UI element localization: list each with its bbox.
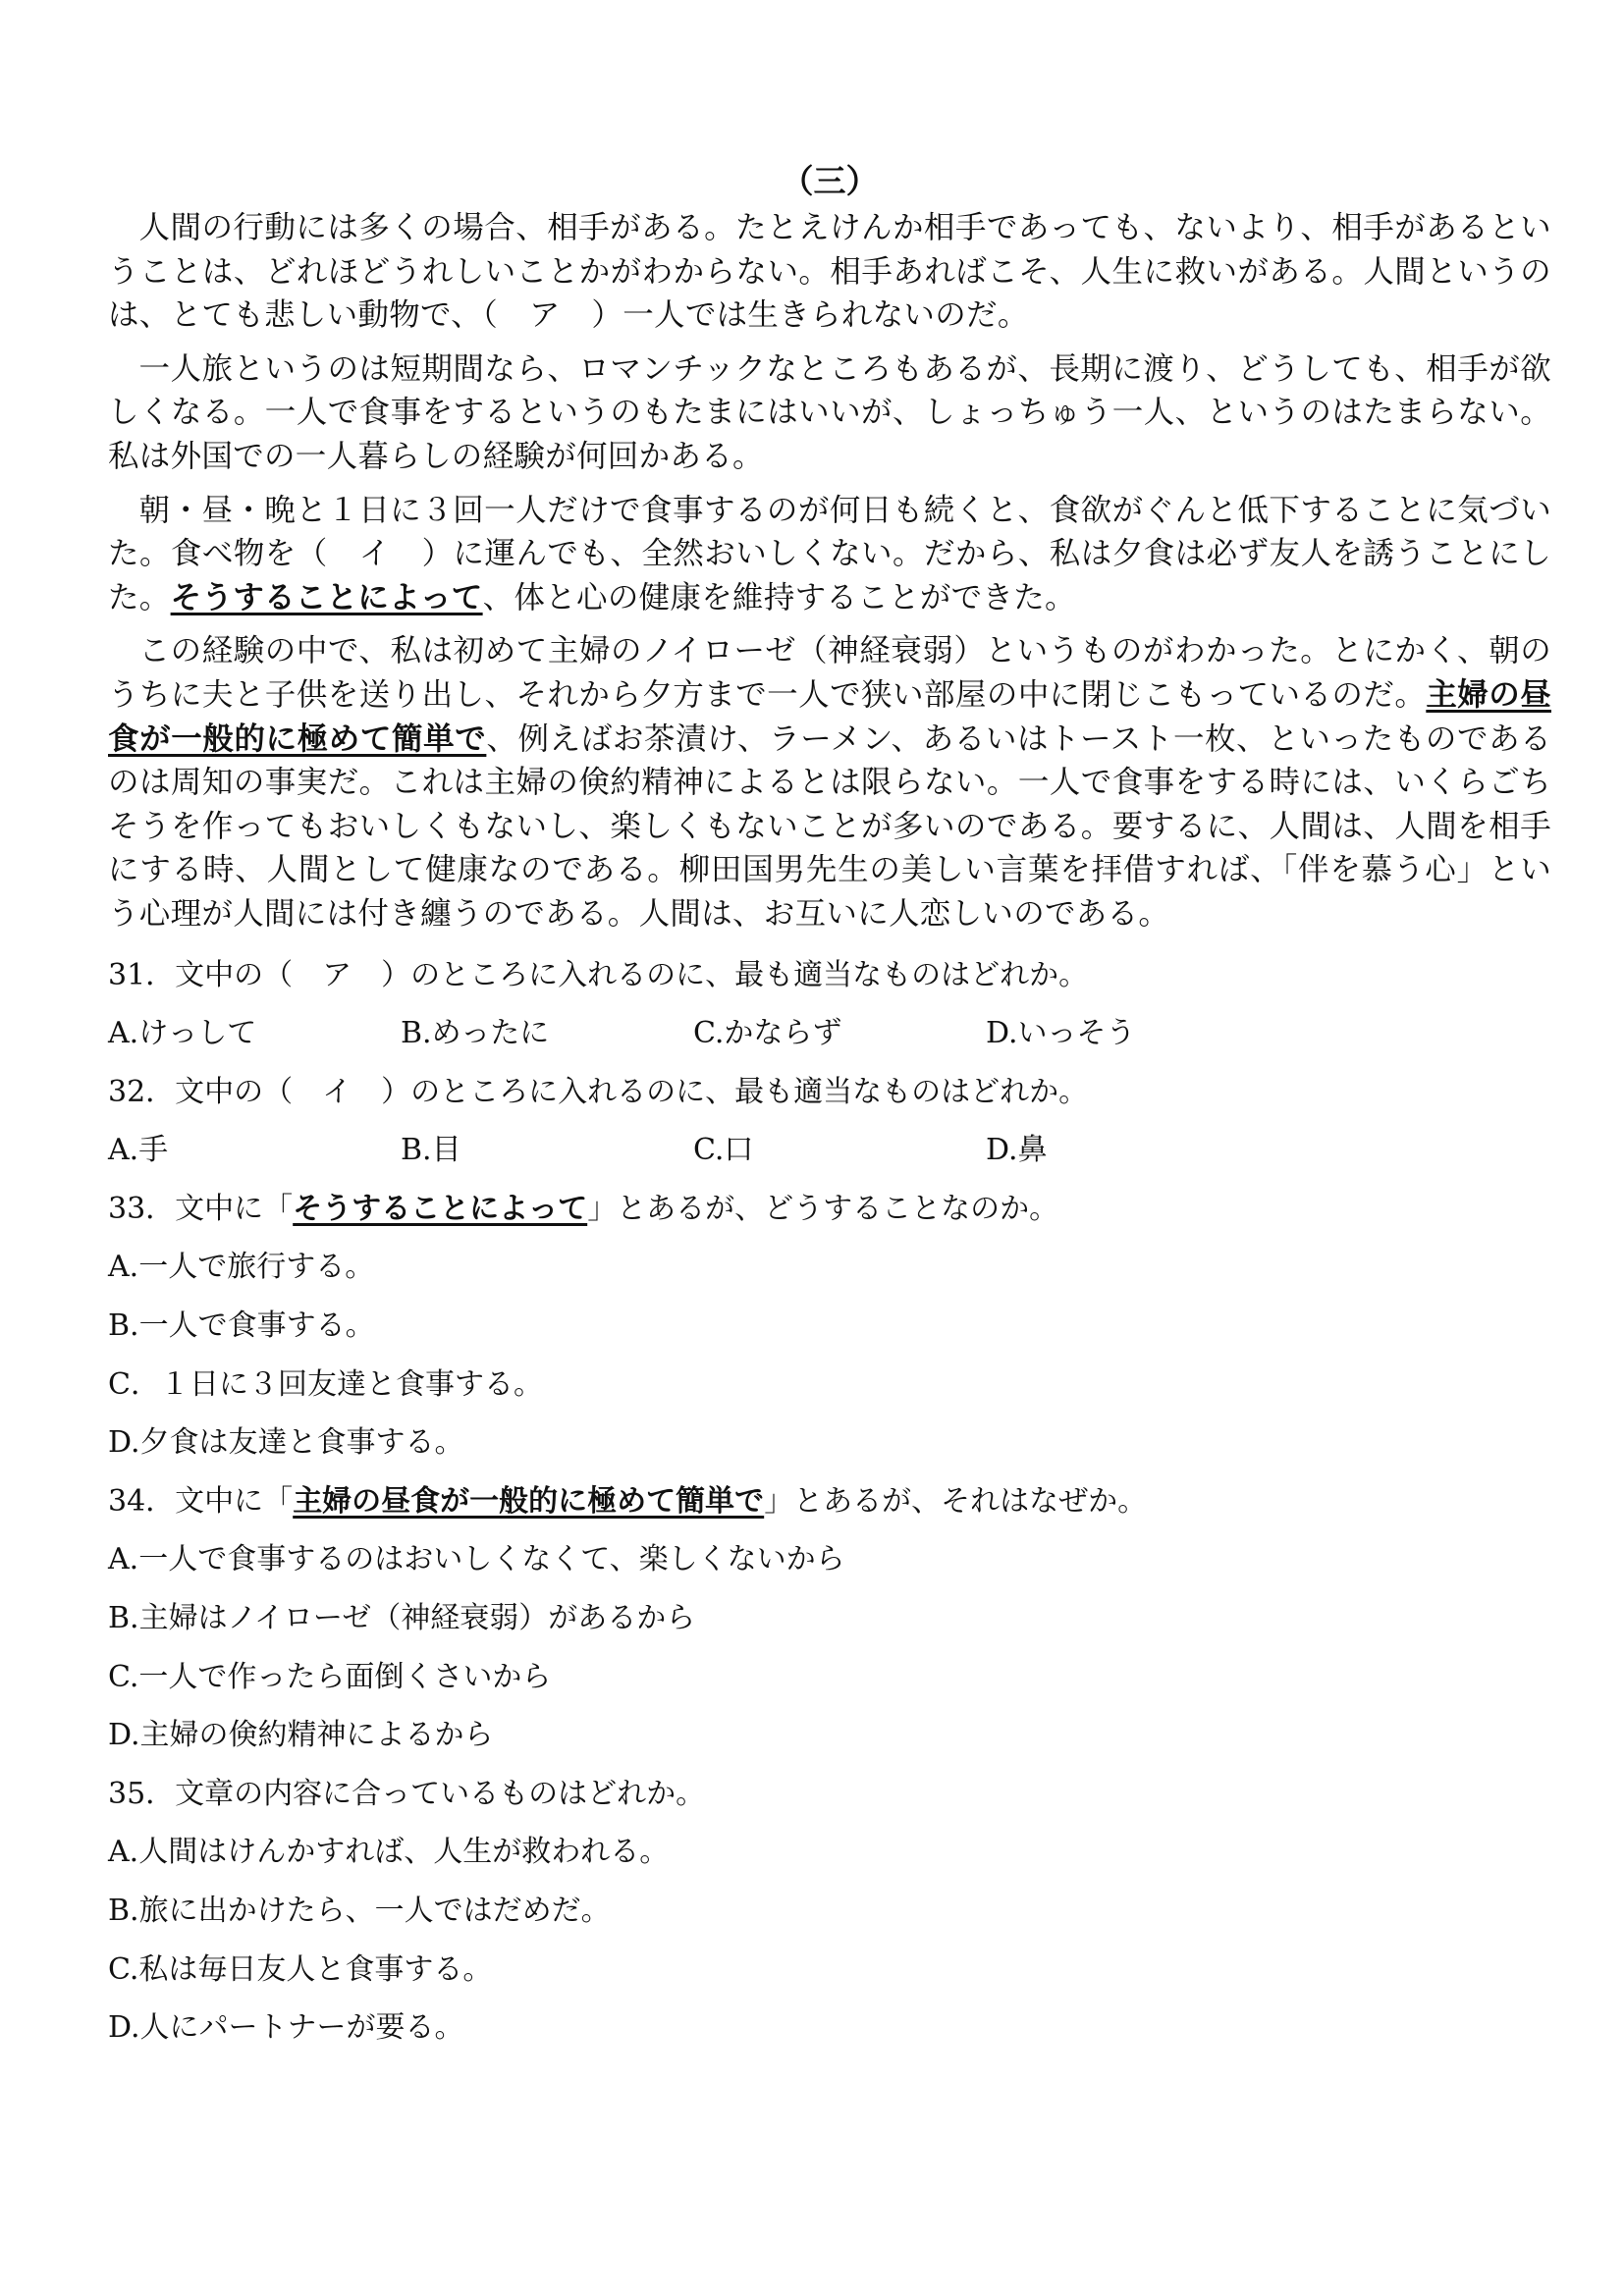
underlined-phrase: 主婦の昼食が一般的に極めて簡単で — [293, 1483, 765, 1519]
option-a[interactable]: A.一人で旅行する。 — [108, 1250, 375, 1285]
underlined-phrase: そうすることによって — [170, 578, 483, 615]
option-c[interactable]: C.口 — [693, 1133, 754, 1168]
question-32: 32．文中の（ イ ）のところに入れるのに、最も適当なものはどれか。 — [108, 1074, 1089, 1109]
question-35: 35．文章の内容に合っているものはどれか。 — [108, 1776, 706, 1811]
option-a[interactable]: A.人間はけんかすれば、人生が救われる。 — [108, 1835, 670, 1870]
option-b[interactable]: B.旅に出かけたら、一人ではだめだ。 — [108, 1894, 611, 1928]
question-text: 34．文中に「 — [108, 1483, 294, 1519]
option-a[interactable]: A.手 — [108, 1133, 169, 1168]
question-31: 31．文中の（ ア ）のところに入れるのに、最も適当なものはどれか。 — [108, 957, 1089, 992]
passage-paragraph-1: 人間の行動には多くの場合、相手がある。たとえけんか相手であっても、ないより、相手があるということは、どれほどうれしいことかがわからない。相手あればこそ、人生に救いがある。人間というのは、とても悲しい動物で、（ ア ）一人では生きられないのだ。 — [108, 210, 1551, 334]
question-text: 」とあるが、それはなぜか。 — [764, 1483, 1148, 1519]
passage-paragraph-3 — [108, 489, 1551, 620]
option-c[interactable]: C．１日に３回友達と食事する。 — [108, 1366, 543, 1402]
question-33 — [108, 1180, 1551, 1239]
option-d[interactable]: D.鼻 — [986, 1133, 1048, 1168]
option-d[interactable]: D.いっそう — [986, 1016, 1136, 1051]
underlined-phrase: そうすることによって — [293, 1191, 588, 1226]
option-d[interactable]: D.人にパートナーが要る。 — [108, 2010, 464, 2046]
document-page — [108, 157, 1551, 2057]
paragraph-text: 朝・昼・晩と１日に３回一人だけで食事するのが何日も続くと、食欲がぐんと低下することに気づいた。食べ物を（ イ ）に運んでも、全然おいしくない。だから、私は夕食は必ず友人を誘うことにした。 — [108, 492, 1551, 615]
option-c[interactable]: C.私は毎日友人と食事する。 — [108, 1951, 493, 1987]
underlined-phrase: 主婦の昼食が一般的に極めて簡単で — [108, 675, 1551, 757]
option-b[interactable]: B.一人で食事する。 — [108, 1308, 375, 1344]
option-b[interactable]: B.めったに — [401, 1016, 550, 1051]
paragraph-text: 、体と心の健康を維持することができた。 — [482, 579, 1076, 615]
question-32-options — [108, 1121, 1551, 1180]
question-text: 」とあるが、どうすることなのか。 — [587, 1191, 1059, 1226]
paragraph-text: この経験の中で、私は初めて主婦のノイローゼ（神経衰弱）というものがわかった。とにかく、朝のうちに夫と子供を送り出し、それから夕方まで一人で狭い部屋の中に閉じこもっているのだ。 — [108, 633, 1551, 713]
option-a[interactable]: A.けっして — [108, 1016, 257, 1051]
option-d[interactable]: D.主婦の倹約精神によるから — [108, 1718, 494, 1753]
section-title: （三） — [781, 162, 879, 200]
question-text: 33．文中に「 — [108, 1191, 294, 1226]
paragraph-text: 、例えばお茶漬け、ラーメン、あるいはトースト一枚、といったものであるのは周知の事実だ。これは主婦の倹約精神によるとは限らない。一人で食事をする時には、いくらごちそうを作ってもおいしくもないし、楽しくもないことが多いのである。要するに、人間は、人間を相手にする時、人間として健康なのである。柳田国男先生の美しい言葉を拝借すれば、「伴を慕う心」という心理が人間には付き纏うのである。人間は、お互いに人恋しいのである。 — [108, 721, 1551, 932]
question-31-options — [108, 1004, 1551, 1063]
option-b[interactable]: B.目 — [401, 1133, 461, 1168]
option-a[interactable]: A.一人で食事するのはおいしくなくて、楽しくないから — [108, 1542, 845, 1577]
question-34 — [108, 1472, 1551, 1531]
option-b[interactable]: B.主婦はノイローゼ（神経衰弱）があるから — [108, 1601, 696, 1636]
passage-paragraph-2: 一人旅というのは短期間なら、ロマンチックなところもあるが、長期に渡り、どうしても、相手が欲しくなる。一人で食事をするというのもたまにはいいが、しょっちゅう一人、というのはたまらない。私は外国での一人暮らしの経験が何回かある。 — [108, 350, 1551, 474]
passage-paragraph-4 — [108, 629, 1551, 935]
option-c[interactable]: C.一人で作ったら面倒くさいから — [108, 1659, 552, 1694]
option-d[interactable]: D.夕食は友達と食事する。 — [108, 1425, 464, 1461]
option-c[interactable]: C.かならず — [693, 1016, 842, 1051]
